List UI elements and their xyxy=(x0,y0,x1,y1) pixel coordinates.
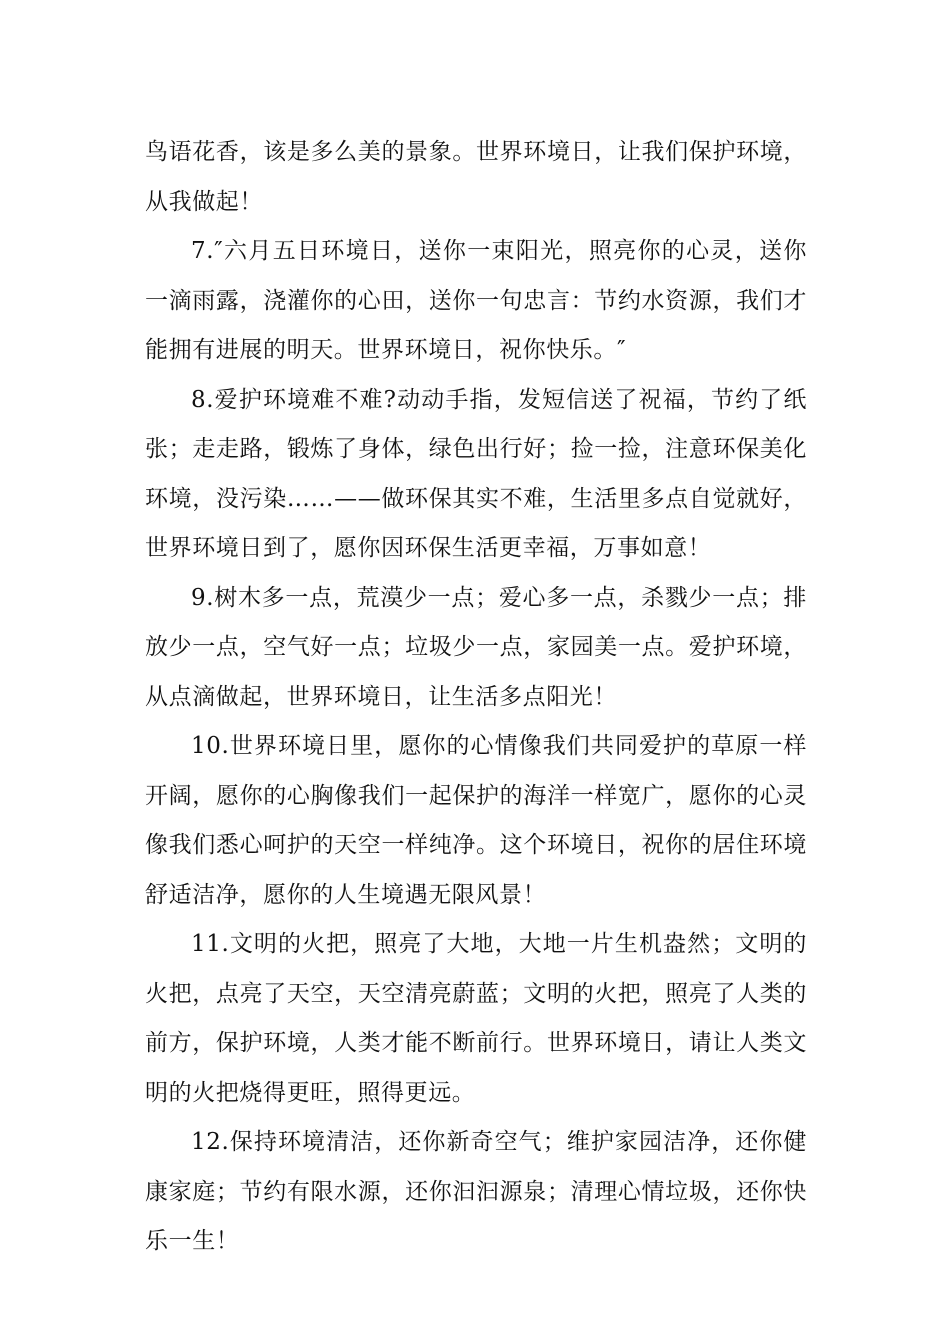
paragraph-9: 9.树木多一点，荒漠少一点；爱心多一点，杀戮少一点；排放少一点，空气好一点；垃圾少一点，家园美一点。爱护环境，从点滴做起，世界环境日，让生活多点阳光！ xyxy=(145,584,807,710)
paragraph-7: 7.″六月五日环境日，送你一束阳光，照亮你的心灵，送你一滴雨露，浇灌你的心田，送你一句忠言：节约水资源，我们才能拥有进展的明天。世界环境日，祝你快乐。″ xyxy=(145,238,807,363)
paragraph-8: 8.爱护环境难不难?动动手指，发短信送了祝福，节约了纸张；走走路，锻炼了身体，绿色出行好；捡一捡，注意环保美化环境，没污染……——做环保其实不难，生活里多点自觉就好，世界环境日到了，愿你因环保生活更幸福，万事如意！ xyxy=(145,386,807,561)
paragraph-11: 11.文明的火把，照亮了大地，大地一片生机盎然；文明的火把，点亮了天空，天空清亮蔚蓝；文明的火把，照亮了人类的前方，保护环境，人类才能不断前行。世界环境日，请让人类文明的火把烧得更旺，照得更远。 xyxy=(145,931,807,1106)
document-body xyxy=(145,128,807,1267)
paragraph-12: 12.保持环境清洁，还你新奇空气；维护家园洁净，还你健康家庭；节约有限水源，还你汩汩源泉；清理心情垃圾，还你快乐一生！ xyxy=(145,1129,807,1254)
paragraph-10: 10.世界环境日里，愿你的心情像我们共同爱护的草原一样开阔，愿你的心胸像我们一起保护的海洋一样宽广，愿你的心灵像我们悉心呵护的天空一样纯净。这个环境日，祝你的居住环境舒适洁净，愿你的人生境遇无限风景！ xyxy=(145,733,807,908)
paragraph-intro: 鸟语花香，该是多么美的景象。世界环境日，让我们保护环境，从我做起！ xyxy=(145,139,807,215)
